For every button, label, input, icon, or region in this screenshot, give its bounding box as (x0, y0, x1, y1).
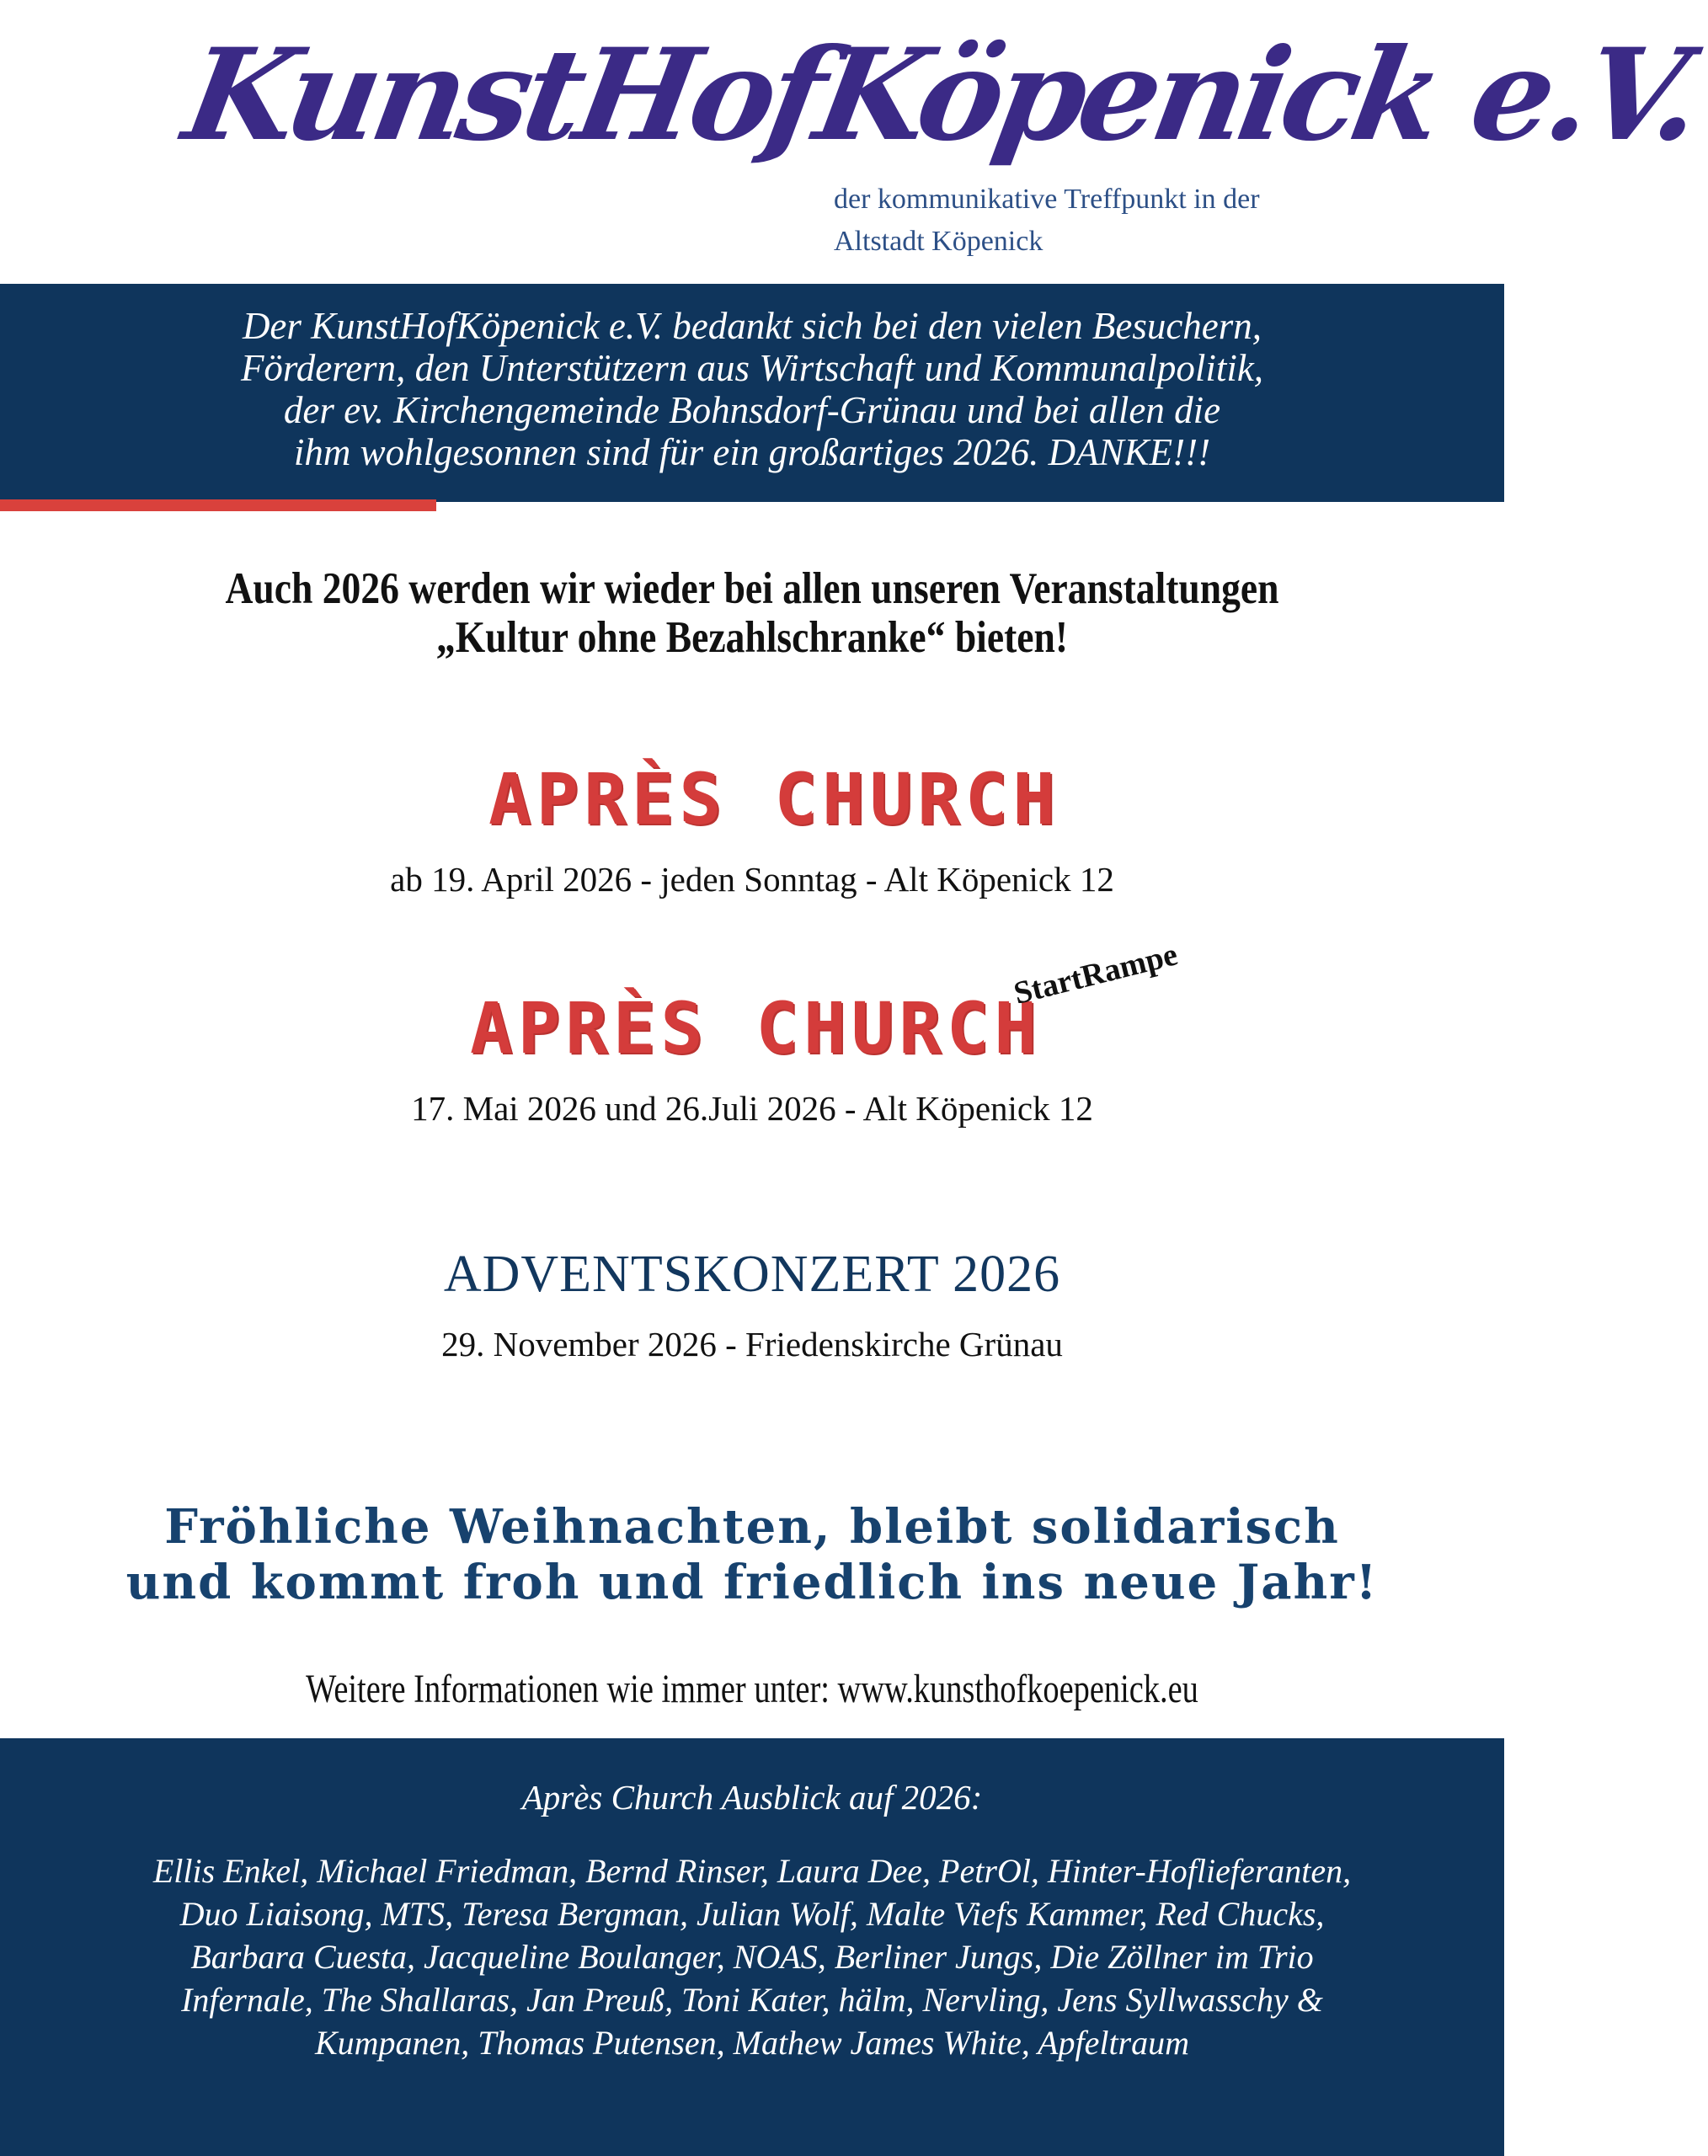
tagline-line-1: der kommunikative Treffpunkt in der (834, 184, 1260, 215)
wishes-line-2: und kommt froh und friedlich ins neue Jahr! (125, 1555, 1379, 1610)
info-website: Weitere Informationen wie immer unter: www.kunsthofkoepenick.eu (306, 1667, 1198, 1711)
apres-church-title: APRÈS CHURCH (488, 758, 1060, 841)
artist-list (51, 1849, 1454, 2064)
wishes-line-1: Fröhliche Weihnachten, bleibt solidarisch (164, 1499, 1340, 1555)
holiday-wishes (0, 1499, 1504, 1610)
red-accent-bar (0, 499, 436, 511)
startrampe-badge: StartRampe (1010, 937, 1182, 1012)
thanks-line-1: Der KunstHofKöpenick e.V. bedankt sich bei den vielen Besuchern, (242, 305, 1262, 347)
thanks-line-2: Förderern, den Unterstützern aus Wirtschaft und Kommunalpolitik, (240, 347, 1264, 389)
apres-church-details: ab 19. April 2026 - jeden Sonntag - Alt Köpenick 12 (390, 860, 1114, 899)
artist-line-3: Barbara Cuesta, Jacqueline Boulanger, NOAS, Berliner Jungs, Die Zöllner im Trio (190, 1938, 1314, 1976)
apres-church-startrampe-title: APRÈS CHURCH (470, 987, 1042, 1070)
tagline-line-2: Altstadt Köpenick (834, 226, 1043, 257)
artist-line-1: Ellis Enkel, Michael Friedman, Bernd Rinser, Laura Dee, PetrOl, Hinter-Hoflieferanten, (152, 1852, 1352, 1890)
thanks-line-4: ihm wohlgesonnen sind für ein großartiges 2026. DANKE!!! (293, 431, 1211, 473)
apres-church-startrampe-details: 17. Mai 2026 und 26.Juli 2026 - Alt Köpenick 12 (411, 1089, 1093, 1128)
adventskonzert-details: 29. November 2026 - Friedenskirche Grünau (441, 1325, 1063, 1364)
adventskonzert-title: ADVENTSKONZERT 2026 (443, 1246, 1061, 1303)
thanks-line-3: der ev. Kirchengemeinde Bohnsdorf-Grünau und bei allen die (283, 389, 1221, 431)
motto (178, 564, 1326, 662)
artist-line-4: Infernale, The Shallaras, Jan Preuß, Toni Kater, hälm, Nervling, Jens Syllwasschy & (181, 1981, 1323, 2019)
organization-logo: KunstHofKöpenick e.V. (174, 21, 1708, 169)
artist-line-5: Kumpanen, Thomas Putensen, Mathew James White, Apfeltraum (314, 2024, 1190, 2062)
motto-line-2: „Kultur ohne Bezahlschranke“ bieten! (435, 613, 1069, 662)
artist-line-2: Duo Liaisong, MTS, Teresa Bergman, Julian Wolf, Malte Viefs Kammer, Red Chucks, (179, 1895, 1325, 1933)
thanks-message (34, 305, 1470, 473)
footer-title: Après Church Ausblick auf 2026: (521, 1778, 983, 1817)
tagline (834, 179, 1373, 263)
motto-line-1: Auch 2026 werden wir wieder bei allen unseren Veranstaltungen (225, 564, 1279, 613)
